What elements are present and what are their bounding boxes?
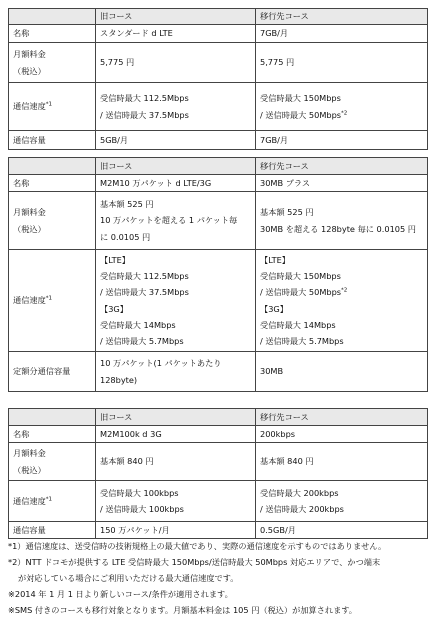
- footnote-mark: *1: [45, 295, 53, 302]
- table-row: [9, 192, 428, 250]
- table-row: [9, 481, 428, 522]
- row-label-capacity: 通信容量: [9, 522, 96, 539]
- old-course-name: M2M10 万パケット d LTE/3G: [96, 175, 256, 192]
- row-label-speed: [9, 83, 96, 131]
- fee-label-line: 月額料金: [13, 448, 46, 459]
- header-old-course: 旧コース: [96, 409, 256, 426]
- speed-up: / 送信時最大 5.7Mbps: [260, 336, 344, 346]
- old-course-capacity: [96, 352, 256, 392]
- footnote-mark: *2: [341, 287, 348, 294]
- course-table-1: [8, 8, 428, 150]
- speed-up: / 送信時最大 37.5Mbps: [100, 287, 189, 298]
- course-table-2: [8, 157, 428, 392]
- speed-down: 受信時最大 112.5Mbps: [100, 93, 189, 104]
- old-course-fee: 基本額 840 円: [96, 443, 256, 481]
- speed-label-text: 通信速度: [13, 295, 46, 306]
- row-label-speed: [9, 250, 96, 352]
- speed-up: / 送信時最大 200kbps: [260, 504, 344, 514]
- speed-down: 受信時最大 150Mbps: [260, 93, 341, 104]
- table-row: [9, 83, 428, 131]
- row-label-name: 名称: [9, 25, 96, 43]
- footnotes: [8, 538, 428, 618]
- speed-label-text: 通信速度: [13, 101, 46, 112]
- speed-lte-heading: 【LTE】: [100, 254, 130, 265]
- new-course-fee: 基本額 840 円: [256, 443, 428, 481]
- new-course-name: 7GB/月: [256, 25, 428, 43]
- new-course-fee: 5,775 円: [256, 43, 428, 83]
- old-course-name: スタンダード d LTE: [96, 25, 256, 43]
- new-course-name: 200kbps: [256, 426, 428, 443]
- table-header-row: [9, 9, 428, 25]
- fee-base: 基本額 525 円: [260, 207, 314, 218]
- speed-down: 受信時最大 150Mbps: [260, 271, 341, 281]
- header-new-course: 移行先コース: [256, 158, 428, 175]
- fee-label-tax: （税込）: [13, 223, 46, 234]
- speed-up: / 送信時最大 37.5Mbps: [100, 109, 189, 120]
- new-course-capacity: 30MB: [256, 352, 428, 392]
- fee-label-tax: （税込）: [13, 464, 46, 475]
- row-label-speed: [9, 481, 96, 522]
- speed-up: [260, 287, 423, 297]
- header-new-course: 移行先コース: [256, 9, 428, 25]
- note-sms-option: ※SMS 付きのコースも移行対象となります。月額基本料金は 105 円（税込）が加算されます。: [8, 605, 357, 615]
- row-label-capacity: 通信容量: [9, 131, 96, 150]
- old-course-capacity: 5GB/月: [96, 131, 256, 150]
- speed-down: 受信時最大 14Mbps: [100, 319, 176, 330]
- fee-base: 基本額 525 円: [100, 199, 154, 210]
- row-label-fee: [9, 43, 96, 83]
- table-row: [9, 352, 428, 392]
- speed-lte-heading: 【LTE】: [260, 254, 290, 265]
- capacity-line: 10 万パケット(1 パケットあたり: [100, 358, 222, 369]
- new-course-speed: [256, 250, 428, 352]
- speed-3g-heading: 【3G】: [100, 303, 128, 314]
- footnote-1: *1）通信速度は、送受信時の技術規格上の最大値であり、実際の通信速度を示すものではありません。: [8, 541, 387, 551]
- fee-overage-cont: に 0.0105 円: [100, 231, 151, 242]
- old-course-fee: 5,775 円: [96, 43, 256, 83]
- table-header-row: [9, 409, 428, 426]
- header-blank-cell: [9, 9, 96, 25]
- table-row: [9, 426, 428, 443]
- speed-down: 受信時最大 100kbps: [100, 487, 179, 498]
- footnote-mark: *1: [45, 496, 53, 503]
- speed-3g-heading: 【3G】: [260, 303, 288, 314]
- speed-label-text: 通信速度: [13, 495, 46, 506]
- new-course-name: 30MB プラス: [256, 175, 428, 192]
- speed-up-text: / 送信時最大 50Mbps: [260, 287, 342, 298]
- row-label-name: 名称: [9, 175, 96, 192]
- table-row: [9, 43, 428, 83]
- speed-up-text: / 送信時最大 50Mbps: [260, 109, 342, 120]
- fee-label-line: 月額料金: [13, 207, 46, 218]
- new-course-speed: [256, 83, 428, 131]
- header-blank-cell: [9, 158, 96, 175]
- capacity-line-cont: 128byte): [100, 374, 138, 385]
- footnote-2-cont: が対応している場合にご利用いただける最大通信速度です。: [18, 573, 239, 583]
- row-label-capacity: 定額分通信容量: [9, 352, 96, 392]
- footnote-mark: *1: [45, 101, 53, 108]
- speed-up: / 送信時最大 5.7Mbps: [100, 336, 184, 346]
- header-old-course: 旧コース: [96, 158, 256, 175]
- old-course-speed: [96, 250, 256, 352]
- speed-down: 受信時最大 112.5Mbps: [100, 271, 189, 281]
- fee-label-tax: （税込）: [13, 65, 46, 76]
- header-new-course: 移行先コース: [256, 409, 428, 426]
- table-row: [9, 175, 428, 192]
- header-old-course: 旧コース: [96, 9, 256, 25]
- new-course-fee: [256, 192, 428, 250]
- speed-up: / 送信時最大 100kbps: [100, 504, 184, 514]
- fee-overage: 10 万パケットを超える 1 パケット毎: [100, 215, 238, 226]
- old-course-speed: [96, 83, 256, 131]
- old-course-capacity: 150 万パケット/月: [96, 522, 256, 539]
- speed-up: [260, 110, 423, 120]
- table-row: [9, 250, 428, 352]
- table-header-row: [9, 158, 428, 175]
- course-table-3: [8, 408, 428, 539]
- speed-down: 受信時最大 14Mbps: [260, 319, 336, 330]
- old-course-name: M2M100k d 3G: [96, 426, 256, 443]
- note-effective-date: ※2014 年 1 月 1 日より新しいコース/条件が適用されます。: [8, 589, 233, 599]
- new-course-capacity: 0.5GB/月: [256, 522, 428, 539]
- old-course-speed: [96, 481, 256, 522]
- fee-label-line: 月額料金: [13, 49, 46, 60]
- speed-down: 受信時最大 200kbps: [260, 487, 339, 498]
- fee-overage: 30MB を超える 128byte 毎に 0.0105 円: [260, 223, 416, 234]
- table-row: [9, 25, 428, 43]
- old-course-fee: [96, 192, 256, 250]
- row-label-fee: [9, 443, 96, 481]
- footnote-mark: *2: [341, 109, 348, 116]
- header-blank-cell: [9, 409, 96, 426]
- footnote-2: *2）NTT ドコモが提供する LTE 受信時最大 150Mbps/送信時最大 50Mbps 対応エリアで、かつ端末: [8, 557, 381, 567]
- table-row: [9, 522, 428, 539]
- table-row: [9, 131, 428, 150]
- table-row: [9, 443, 428, 481]
- new-course-capacity: 7GB/月: [256, 131, 428, 150]
- row-label-fee: [9, 192, 96, 250]
- row-label-name: 名称: [9, 426, 96, 443]
- new-course-speed: [256, 481, 428, 522]
